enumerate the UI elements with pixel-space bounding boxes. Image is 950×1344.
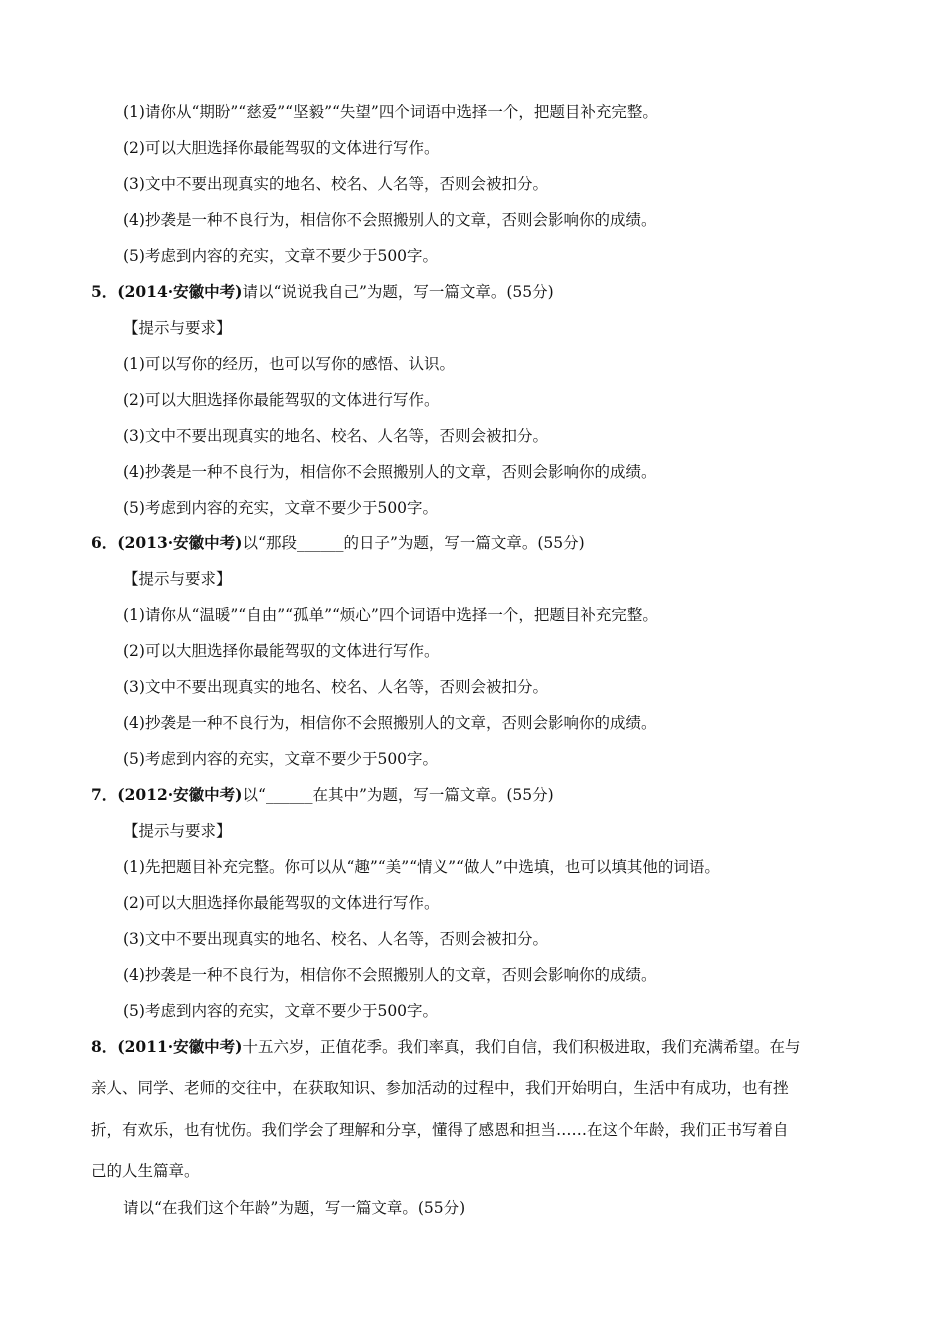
q5-item-1: (1)可以写你的经历，也可以写你的感悟、认识。 — [123, 355, 455, 373]
q8-text-line-4: 己的人生篇章。 — [91, 1162, 200, 1180]
q5-item-3: (3)文中不要出现真实的地名、校名、人名等，否则会被扣分。 — [123, 427, 548, 445]
q5-item-2: (2)可以大胆选择你最能驾驭的文体进行写作。 — [123, 391, 440, 409]
q7-item-1: (1)先把题目补充完整。你可以从“趣”“美”“情义”“做人”中选填，也可以填其他的词语。 — [123, 858, 720, 876]
q6-number: 6． — [91, 533, 118, 552]
q8-task: 请以“在我们这个年龄”为题，写一篇文章。(55分) — [123, 1199, 466, 1217]
q6-item-4: (4)抄袭是一种不良行为，相信你不会照搬别人的文章，否则会影响你的成绩。 — [123, 714, 657, 732]
q7-item-2: (2)可以大胆选择你最能驾驭的文体进行写作。 — [123, 894, 440, 912]
q4-item-2: (2)可以大胆选择你最能驾驭的文体进行写作。 — [123, 139, 440, 157]
q5-number: 5． — [91, 282, 118, 301]
q7-text: 以“______在其中”为题，写一篇文章。(55分) — [242, 786, 554, 804]
q6-item-5: (5)考虑到内容的充实，文章不要少于500字。 — [123, 750, 439, 768]
q6-source: (2013·安徽中考) — [117, 533, 243, 552]
q4-item-5: (5)考虑到内容的充实，文章不要少于500字。 — [123, 247, 439, 265]
q7-stem — [91, 783, 554, 807]
q7-item-5: (5)考虑到内容的充实，文章不要少于500字。 — [123, 1002, 439, 1020]
q4-item-1: (1)请你从“期盼”“慈爱”“坚毅”“失望”四个词语中选择一个，把题目补充完整。 — [123, 103, 658, 121]
q8-text-line-2: 亲人、同学、老师的交往中，在获取知识、参加活动的过程中，我们开始明白，生活中有成功，也有挫 — [91, 1079, 789, 1097]
q6-item-1: (1)请你从“温暖”“自由”“孤单”“烦心”四个词语中选择一个，把题目补充完整。 — [123, 606, 658, 624]
q6-text: 以“那段______的日子”为题，写一篇文章。(55分) — [242, 534, 585, 552]
q5-item-4: (4)抄袭是一种不良行为，相信你不会照搬别人的文章，否则会影响你的成绩。 — [123, 463, 657, 481]
q5-text: 请以“说说我自己”为题，写一篇文章。(55分) — [242, 283, 554, 301]
q5-source: (2014·安徽中考) — [117, 282, 243, 301]
q7-source: (2012·安徽中考) — [117, 785, 243, 804]
q7-item-4: (4)抄袭是一种不良行为，相信你不会照搬别人的文章，否则会影响你的成绩。 — [123, 966, 657, 984]
q4-item-3: (3)文中不要出现真实的地名、校名、人名等，否则会被扣分。 — [123, 175, 548, 193]
q8-source: (2011·安徽中考) — [117, 1037, 243, 1056]
q8-text-line-1: 十五六岁，正值花季。我们率真，我们自信，我们积极进取，我们充满希望。在与 — [242, 1038, 801, 1056]
q5-hint-heading: 【提示与要求】 — [123, 319, 232, 337]
q8-number: 8． — [91, 1037, 118, 1056]
q5-stem — [91, 280, 554, 304]
q7-number: 7． — [91, 785, 118, 804]
q5-item-5: (5)考虑到内容的充实，文章不要少于500字。 — [123, 499, 439, 517]
q6-hint-heading: 【提示与要求】 — [123, 570, 232, 588]
q6-stem — [91, 531, 585, 555]
q4-item-4: (4)抄袭是一种不良行为，相信你不会照搬别人的文章，否则会影响你的成绩。 — [123, 211, 657, 229]
q8-text-line-3: 折，有欢乐，也有忧伤。我们学会了理解和分享，懂得了感恩和担当……在这个年龄，我们正书写着自 — [91, 1121, 789, 1139]
q7-item-3: (3)文中不要出现真实的地名、校名、人名等，否则会被扣分。 — [123, 930, 548, 948]
q6-item-3: (3)文中不要出现真实的地名、校名、人名等，否则会被扣分。 — [123, 678, 548, 696]
q6-item-2: (2)可以大胆选择你最能驾驭的文体进行写作。 — [123, 642, 440, 660]
q8-stem-line-1 — [91, 1035, 801, 1059]
q7-hint-heading: 【提示与要求】 — [123, 822, 232, 840]
